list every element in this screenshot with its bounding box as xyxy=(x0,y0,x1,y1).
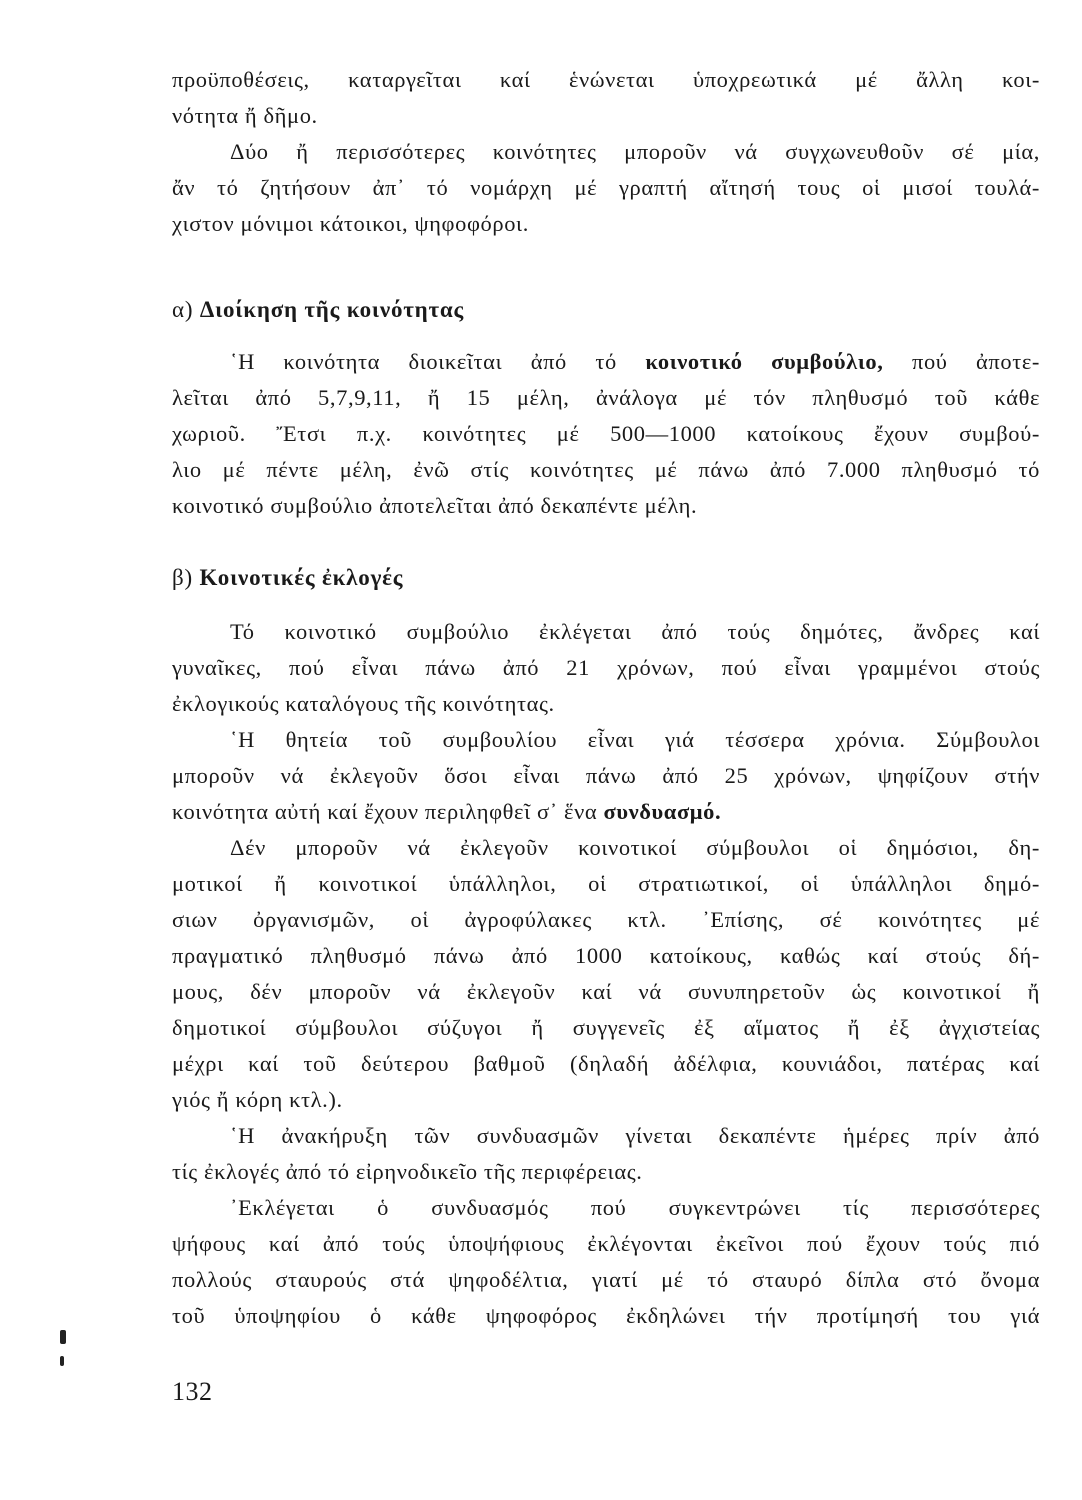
section-heading-a xyxy=(172,292,1040,328)
text-line: σιων ὀργανισμῶν, οἱ ἀγροφύλακες κτλ. ᾽Επίσης, σέ κοινότητες μέ xyxy=(172,907,1040,932)
text-line: τίς ἐκλογές ἀπό τό εἰρηνοδικεῖο τῆς περιφέρειας. xyxy=(172,1159,643,1184)
text-span: κοινότητα αὐτή καί ἔχουν περιληφθεῖ σ᾽ ἕνα xyxy=(172,799,598,824)
text-line: ῾Η θητεία τοῦ συμβουλίου εἶναι γιά τέσσερα χρόνια. Σύμβουλοι xyxy=(230,727,1040,752)
heading-prefix: α) xyxy=(172,297,194,322)
text-span: ῾Η κοινότητα διοικεῖται ἀπό τό xyxy=(230,349,617,374)
text-line: ῾Η ἀνακήρυξη τῶν συνδυασμῶν γίνεται δεκαπέντε ἡμέρες πρίν ἀπό xyxy=(230,1123,1040,1148)
text-line: λεῖται ἀπό 5,7,9,11, ἤ 15 μέλη, ἀνάλογα μέ τόν πληθυσμό τοῦ κάθε xyxy=(172,385,1040,410)
bold-term: συνδυασμό. xyxy=(603,799,722,824)
heading-title: Κοινοτικές ἐκλογές xyxy=(199,565,404,590)
text-line xyxy=(230,344,1040,380)
text-line: μποροῦν νά ἐκλεγοῦν ὅσοι εἶναι πάνω ἀπό 25 χρόνων, ψηφίζουν στήν xyxy=(172,763,1040,788)
text-line xyxy=(172,794,1040,830)
text-line: ἐκλογικούς καταλόγους τῆς κοινότητας. xyxy=(172,691,555,716)
heading-title: Διοίκηση τῆς κοινότητας xyxy=(199,297,465,322)
text-line: πολλούς σταυρούς στά ψηφοδέλτια, γιατί μέ τό σταυρό δίπλα στό ὄνομα xyxy=(172,1267,1040,1292)
text-line: ᾽Εκλέγεται ὁ συνδυασμός πού συγκεντρώνει τίς περισσότερες xyxy=(230,1195,1040,1220)
page-number: 132 xyxy=(172,1377,213,1406)
text-line: μους, δέν μποροῦν νά ἐκλεγοῦν καί νά συνυπηρετοῦν ὡς κοινοτικοί ἤ xyxy=(172,979,1040,1004)
text-line: δημοτικοί σύμβουλοι σύζυγοι ἤ συγγενεῖς ἐξ αἵματος ἤ ἐξ ἀγχιστείας xyxy=(172,1015,1040,1040)
text-line: λιο μέ πέντε μέλη, ἐνῶ στίς κοινότητες μέ πάνω ἀπό 7.000 πληθυσμό τό xyxy=(172,457,1040,482)
text-line: ἄν τό ζητήσουν ἀπ᾽ τό νομάρχη μέ γραπτή αἴτησή τους οἱ μισοί τουλά- xyxy=(172,175,1040,200)
text-line: γυναῖκες, πού εἶναι πάνω ἀπό 21 χρόνων, πού εἶναι γραμμένοι στούς xyxy=(172,655,1040,680)
margin-mark xyxy=(60,1356,64,1366)
text-line: ψήφους καί ἀπό τούς ὑποψήφιους ἐκλέγονται ἐκεῖνοι πού ἔχουν τούς πιό xyxy=(172,1231,1040,1256)
text-line: νότητα ἤ δῆμο. xyxy=(172,103,318,128)
text-line: Δύο ἤ περισσότερες κοινότητες μποροῦν νά συγχωνευθοῦν σέ μία, xyxy=(230,139,1040,164)
text-line: κοινοτικό συμβούλιο ἀποτελεῖται ἀπό δεκαπέντε μέλη. xyxy=(172,493,698,518)
heading-prefix: β) xyxy=(172,565,193,590)
text-line: μέχρι καί τοῦ δεύτερου βαθμοῦ (δηλαδή ἀδέλφια, κουνιάδοι, πατέρας καί xyxy=(172,1051,1040,1076)
text-line: Τό κοινοτικό συμβούλιο ἐκλέγεται ἀπό τούς δημότες, ἄνδρες καί xyxy=(230,619,1040,644)
text-line: Δέν μποροῦν νά ἐκλεγοῦν κοινοτικοί σύμβουλοι οἱ δημόσιοι, δη- xyxy=(230,835,1040,860)
text-span: πού ἀποτε- xyxy=(911,349,1041,374)
margin-mark xyxy=(60,1330,66,1344)
text-line: γιός ἤ κόρη κτλ.). xyxy=(172,1087,343,1112)
text-line: χιστον μόνιμοι κάτοικοι, ψηφοφόροι. xyxy=(172,211,529,236)
text-line: τοῦ ὑποψηφίου ὁ κάθε ψηφοφόρος ἐκδηλώνει τήν προτίμησή του γιά xyxy=(172,1303,1040,1328)
text-line: πραγματικό πληθυσμό πάνω ἀπό 1000 κατοίκους, καθώς καί στούς δή- xyxy=(172,943,1040,968)
section-heading-b xyxy=(172,560,1040,596)
bold-term: κοινοτικό συμβούλιο, xyxy=(645,349,884,374)
text-line: χωριοῦ. Ἔτσι π.χ. κοινότητες μέ 500—1000 κατοίκους ἔχουν συμβού- xyxy=(172,421,1040,446)
text-line: μοτικοί ἤ κοινοτικοί ὑπάλληλοι, οἱ στρατιωτικοί, οἱ ὑπάλληλοι δημό- xyxy=(172,871,1040,896)
text-line: προϋποθέσεις, καταργεῖται καί ἑνώνεται ὑποχρεωτικά μέ ἄλλη κοι- xyxy=(172,67,1040,92)
